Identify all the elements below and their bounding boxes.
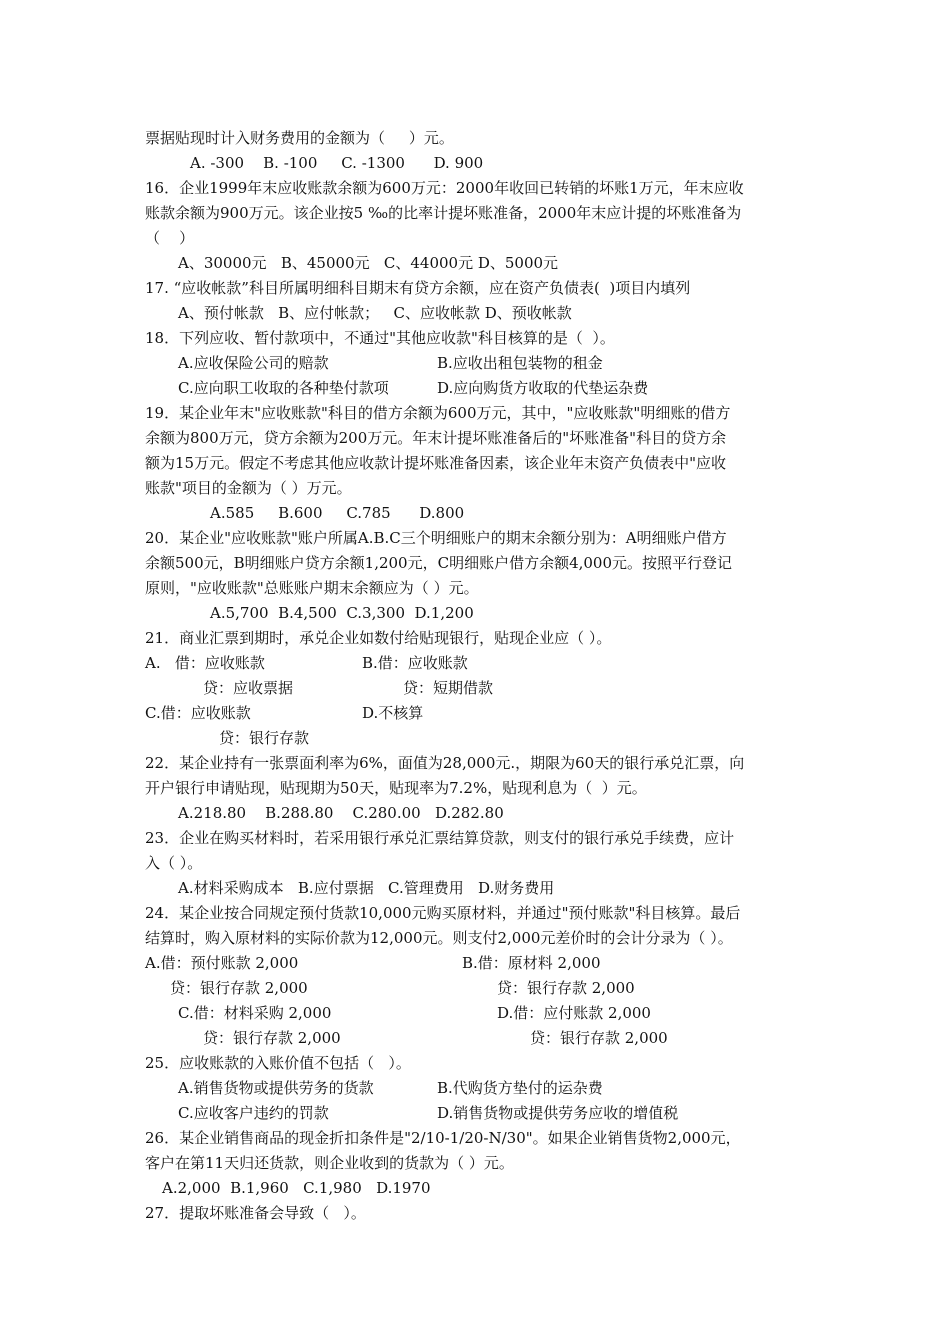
q21-option-a: A. 借：应收账款 (145, 654, 265, 672)
q26-stem: 26．某企业销售商品的现金折扣条件是"2/10-1/20-N/30"。如果企业销售货物2,000元， (145, 1129, 741, 1147)
q22-options: A.218.80 B.288.80 C.280.00 D.282.80 (178, 804, 504, 822)
q24-option-a: A.借：预付账款 2,000 (145, 954, 299, 972)
q20-stem: 原则，"应收账款"总账账户期末余额应为（ ）元。 (145, 579, 479, 597)
q24-option-a-credit: 贷：银行存款 2,000 (170, 979, 308, 997)
q21-option-c-credit: 贷：银行存款 (219, 729, 310, 747)
q19-stem: 额为15万元。假定不考虑其他应收款计提坏账准备因素，该企业年末资产负债表中"应收 (145, 454, 726, 472)
q18-option-d: D.应向购货方收取的代垫运杂费 (437, 379, 649, 397)
q26-stem: 客户在第11天归还货款，则企业收到的货款为（ ）元。 (145, 1154, 514, 1172)
q19-stem: 账款"项目的金额为（ ）万元。 (145, 479, 352, 497)
q25-option-c: C.应收客户违约的罚款 (178, 1104, 329, 1122)
q16-stem: 16．企业1999年末应收账款余额为600万元：2000年收回已转销的坏账1万元，年末应收 (145, 179, 744, 197)
q24-stem: 结算时，购入原材料的实际价款为12,000元。则支付2,000元差价时的会计分录为（ ）。 (145, 929, 733, 947)
q24-option-c: C.借：材料采购 2,000 (178, 1004, 332, 1022)
q16-stem: 账款余额为900万元。该企业按5 ‰的比率计提坏账准备，2000年末应计提的坏账准备为 (145, 204, 742, 222)
q21-stem: 21．商业汇票到期时，承兑企业如数付给贴现银行，贴现企业应（ ）。 (145, 629, 612, 647)
q22-stem: 22．某企业持有一张票面利率为6%，面值为28,000元.，期限为60天的银行承兑汇票，向 (145, 754, 745, 772)
q21-option-b-credit: 贷：短期借款 (403, 679, 494, 697)
q17-stem: 17. “应收帐款”科目所属明细科目期末有贷方余额，应在资产负债表( )项目内填列 (145, 279, 691, 297)
q18-option-c: C.应向职工收取的各种垫付款项 (178, 379, 389, 397)
q21-option-c: C.借：应收账款 (145, 704, 251, 722)
q22-stem: 开户银行申请贴现，贴现期为50天，贴现率为7.2%，贴现利息为（ ）元。 (145, 779, 647, 797)
q24-option-d: D.借：应付账款 2,000 (497, 1004, 651, 1022)
q16-stem: （ ） (145, 229, 195, 247)
q18-stem: 18．下列应收、暂付款项中，不通过"其他应收款"科目核算的是（ ）。 (145, 329, 615, 347)
q23-options: A.材料采购成本 B.应付票据 C.管理费用 D.财务费用 (178, 879, 555, 897)
q24-option-b-credit: 贷：银行存款 2,000 (497, 979, 635, 997)
q21-option-d: D.不核算 (362, 704, 424, 722)
q24-option-d-credit: 贷：银行存款 2,000 (530, 1029, 668, 1047)
q26-options: A.2,000 B.1,960 C.1,980 D.1970 (162, 1179, 431, 1197)
q25-option-b: B.代购货方垫付的运杂费 (437, 1079, 603, 1097)
q19-options: A.585 B.600 C.785 D.800 (210, 504, 465, 522)
q19-stem: 余额为800万元，贷方余额为200万元。年末计提坏账准备后的"坏账准备"科目的贷方余 (145, 429, 727, 447)
q17-options: A、预付帐款 B、应付帐款； C、应收帐款 D、预收帐款 (178, 304, 572, 322)
q20-stem: 20．某企业"应收账款"账户所属A.B.C三个明细账户的期末余额分别为：A明细账户借方 (145, 529, 727, 547)
q21-option-a-credit: 贷：应收票据 (203, 679, 294, 697)
q21-option-b: B.借：应收账款 (362, 654, 468, 672)
q19-stem: 19．某企业年末"应收账款"科目的借方余额为600万元，其中，"应收账款"明细账的借方 (145, 404, 731, 422)
q23-stem: 23．企业在购买材料时，若采用银行承兑汇票结算贷款，则支付的银行承兑手续费，应计 (145, 829, 735, 847)
q25-stem: 25．应收账款的入账价值不包括（ ）。 (145, 1054, 411, 1072)
q20-stem: 余额500元，B明细账户贷方余额1,200元，C明细账户借方余额4,000元。按照平行登记 (145, 554, 733, 572)
q24-stem: 24．某企业按合同规定预付货款10,000元购买原材料，并通过"预付账款"科目核算。最后 (145, 904, 741, 922)
q25-option-a: A.销售货物或提供劳务的货款 (178, 1079, 374, 1097)
q15-options: A. -300 B. -100 C. -1300 D. 900 (190, 154, 484, 172)
q23-stem: 入（ ）。 (145, 854, 203, 872)
q20-options: A.5,700 B.4,500 C.3,300 D.1,200 (210, 604, 474, 622)
q15-stem-end: 票据贴现时计入财务费用的金额为（ ）元。 (145, 129, 454, 147)
q24-option-c-credit: 贷：银行存款 2,000 (203, 1029, 341, 1047)
q25-option-d: D.销售货物或提供劳务应收的增值税 (437, 1104, 679, 1122)
q18-option-b: B.应收出租包装物的租金 (437, 354, 603, 372)
q16-options: A、30000元 B、45000元 C、44000元 D、5000元 (178, 254, 559, 272)
q27-stem: 27．提取坏账准备会导致（ ）。 (145, 1204, 366, 1222)
q18-option-a: A.应收保险公司的赔款 (178, 354, 329, 372)
q24-option-b: B.借：原材料 2,000 (462, 954, 601, 972)
